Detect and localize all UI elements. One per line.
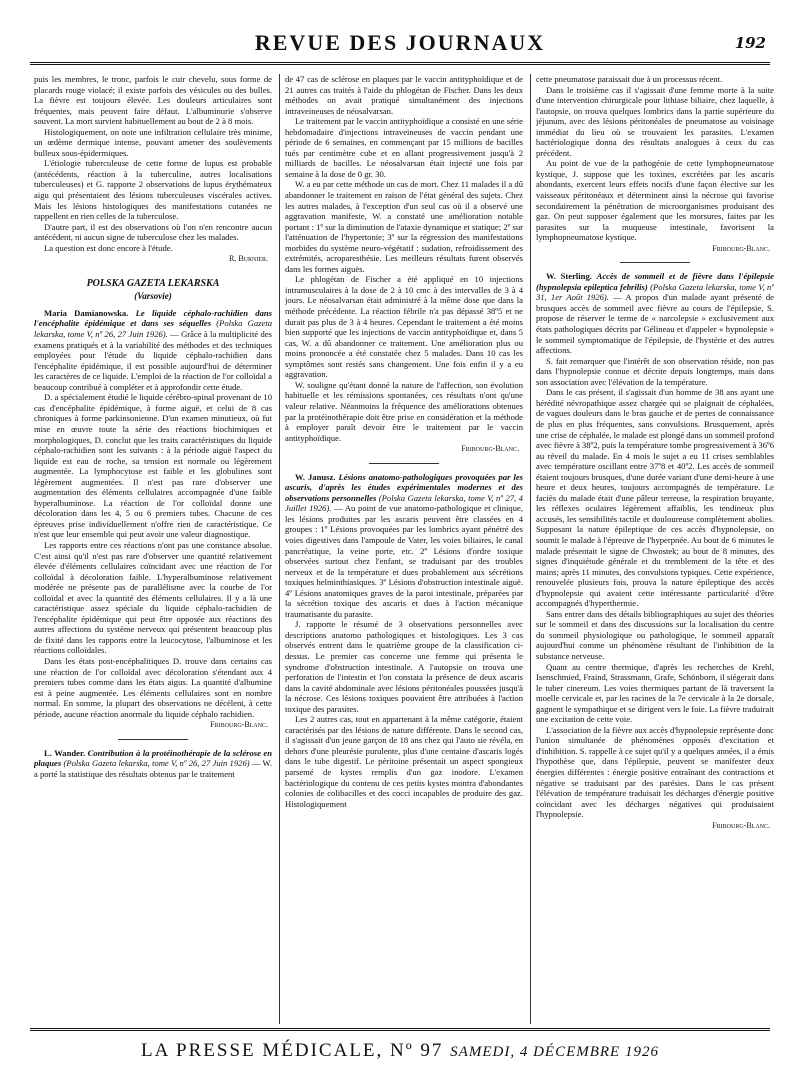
article-author: W. Janusz. bbox=[295, 471, 336, 482]
article-author: Maria Damianowska. bbox=[44, 307, 129, 318]
paragraph: Les rapports entre ces réactions n'ont pas une constance absolue. C'est ainsi qu'il n'est pas rare d'observer une quantité relativement élevée d'éléments cellulaires coïncidant avec une réaction de l'or colloïdal à décoloration faible. L'hyperalbuminose relativement modérée ne présente pas de parallélisme avec la courbe de l'or colloïdal et avec la quantité des éléments cellulaires. Il y a là une caractéristique assez spéciale du liquide céphalo-rachidien de l'encéphalite épidémique qui peut être opposée aux réactions des autres affections du système nerveux qui présentent beaucoup plus de fixité dans les rapports entre la leucocytose, l'albuminose et les réactions colloïdales. bbox=[34, 539, 272, 656]
paragraph: cette pneumatose paraissait due à un processus récent. bbox=[536, 74, 723, 84]
paragraph: Sans entrer dans des détails bibliographiques au sujet des théories sur le sommeil et dans des discussions sur la localisation du centre du sommeil physiologique ou pathologique, le sommeil apparaît aujourd'hui comme un phénomène résultant de l'inhibition de la substance nerveuse. bbox=[536, 608, 774, 661]
section-city: (Varsovie) bbox=[134, 291, 172, 302]
article-reference: (Polska Gazeta lekarska, tome V, nº 26, 27 Juin 1926) bbox=[63, 758, 250, 769]
paragraph: J. rapporte le résumé de 3 observations personnelles avec descriptions anatomo pathologiques et histologiques. Les 3 cas observés entrent dans le quatrième groupe de la classification ci-dessus. Le premier cas concerne une femme qui présenta le syndrome d'obstruction intestinale. A l'autopsie on trouva une perforation de l'intestin et l'on constata la présence de deux ascaris dans la cavité abdominale avec lésions péritonéales poussées jusqu'à la nécrose. Ces lésions toxiques pouvaient être attribuées à l'action toxique des parasites. bbox=[285, 619, 523, 714]
paragraph: Histologiquement, on note une infiltration cellulaire très minime, un œdème dermique intense, pouvant amener des soulèvements bulleux sous-épidermiques. bbox=[34, 126, 272, 158]
article-separator bbox=[369, 463, 439, 464]
signature: Fribourg-Blanc. bbox=[461, 444, 519, 454]
page-footer bbox=[30, 1028, 770, 1068]
article-body: — W. a porté la statistique des résultats obtenus par le traitement bbox=[34, 758, 272, 779]
article-columns bbox=[34, 74, 774, 1024]
paragraph: Au point de vue de la pathogénie de cette lymphopneumatose kystique, J. suppose que les toxines, excrétées par les ascaris abondants, exercent leurs effets nocifs d'une façon élective sur les vaisseaux péritonéaux et déterminent ainsi la nécrose qui favorise secondairement la pénétration de microorganismes produisant des gaz. On peut supposer également que les morsures, faites par les parasites sur la muqueuse intestinale, favorisent la lymphopneumatose kystique. bbox=[536, 158, 774, 243]
paragraph: Quant au centre thermique, d'après les recherches de Krehl, Isenschmied, Fraind, Strassmann, Grafe, Schönborn, il siégerait dans le tuber cinereum. Les voies thermiques partant de là traversent la moelle cervicale et, par les racines de la 7e cervicale à la 2e dorsale, gagnent le sympathique et se dirigent vers le foie. La fièvre traduirait une excitation de cette voie. bbox=[536, 661, 774, 725]
paragraph: L'étiologie tuberculeuse de cette forme de lupus est probable (antécédents, réaction à la tuberculine, autres localisations tuberculeuses) et G. rapporte 2 observations de lupus érythémateux aigu qui présentaient des lésions tuberculeuses viscérales actives. Mais les lésions histologiques des manifestations cutanées ne rappellent en rien celles de la tuberculose. bbox=[34, 158, 272, 222]
footer-rule bbox=[30, 1028, 770, 1031]
article-separator bbox=[620, 262, 690, 263]
paragraph: D'autre part, il est des observations où l'on n'en rencontre aucun antécédent, ni aucun signe de tuberculose chez les malades. bbox=[34, 221, 272, 243]
article-reference: (Polska Gazeta lekarska, tome V, nº 27, 4 Juillet 1926). bbox=[285, 492, 523, 514]
paragraph: de 47 cas de sclérose en plaques par le vaccin antityphoïdique et de 21 autres cas traités à l'aide du phlogétan de Fischer. Dans les deux méthodes on avait pratiqué simultanément des injections intraveineuses de néosalvarsan. bbox=[285, 74, 523, 116]
article-abstract bbox=[34, 308, 272, 392]
article-reference: (Polska Gazeta lekarska, tome V, nº 26, 27 Juin 1926). bbox=[34, 318, 272, 340]
paragraph: W. souligne qu'étant donné la nature de l'affection, son évolution habituelle et les rémissions spontanées, ces résultats n'ont qu'une valeur relative. Néanmoins la fréquence des améliorations obtenues par la protéinothérapie doit être prise en considération et la méthode à employer paraît devoir être le traitement par le vaccin antityphoïdique. bbox=[285, 379, 523, 443]
article-title: Accès de sommeil et de fièvre dans l'épilepsie (hypnolepsia epileptica febrilis) bbox=[536, 271, 774, 292]
issue-number: Nº 97 bbox=[390, 1040, 444, 1061]
column-divider bbox=[530, 74, 531, 1024]
page-header bbox=[30, 14, 770, 56]
header-rule bbox=[30, 62, 770, 65]
paragraph: Les 2 autres cas, tout en appartenant à la même catégorie, étaient caractérisés par des lésions de nature différente. Dans le second cas, il s'agissait d'un jeune garçon de 18 ans chez qui l'auto sie révéla, en dehors d'une pleurésie purulente, plus d'une centaine d'ascaris logés dans le tube digestif. Le péritoine présentait un aspect spongieux parsemé de kystes remplis d'un gaz inodore. L'examen bactériologique du contenu de ces petits kystes montra d'abondantes colonies de colibacilles et des cocci incapables de produire des gaz. Histologiquement bbox=[285, 714, 523, 809]
article-body: — Grâce à la multiplicité des examens pratiqués et à la variabilité des méthodes et des techniques employées pour l'étude du liquide céphalo-rachidien dans l'encéphalite épidémique, il est possible aujourd'hui de déterminer les caractères de ce liquide. L'emploi de la réaction de l'or colloïdal a beaucoup contribué à compléter et à approfondir cette étude. bbox=[34, 329, 272, 392]
paragraph: W. a eu par cette méthode un cas de mort. Chez 11 malades il a dû abandonner le traitement en raison de l'état général des sujets. Chez les autres malades, à l'exception d'un seul cas où il a observé une aggravation manifeste, W. a constaté une amélioration notable portant : 1º sur la diminution de l'ataxie dynamique et statique; 2º sur l'atténuation de l'hypertonie; 3º sur la régression des manifestations morbides du système neuro-végétatif : sudation, refroidissement des extrémités, acroparesthésie. Les meilleurs résultats furent observés dans les formes aiguës. bbox=[285, 179, 523, 274]
article-title: Le liquide céphalo-rachidien dans l'encéphalite épidémique et dans ses séquelles bbox=[34, 307, 272, 329]
paragraph: D. a spécialement étudié le liquide cérébro-spinal provenant de 10 cas d'encéphalite épidémique, à forme aiguë, et celui de 8 cas chroniques à forme parkinsonienne. D'un examen minutieux, où fut mise en œuvre toute la série des réactions biochimiques et morphologiques, D. conclut que les traits caractéristiques du liquide céphalo-rachidien sont les suivants : à la période aiguë l'aspect du liquide est eau de roche, sa tension est normale ou légèrement augmentée. La lymphocytose est faible et les globulines sont légèrement augmentées. Il n'est pas rare d'observer une augmentation des éléments cellulaires accompagnée d'une faible hyperalbuminose. La réaction de l'or colloïdal donne une décoloration dans les 4, 5 ou 6 premiers tubes. Chacune de ces épreuves prise individuellement n'offre rien de caractéristique. Ce n'est que leur ensemble qui peut avoir une valeur diagnostique. bbox=[34, 392, 272, 540]
issue-date: SAMEDI, 4 DÉCEMBRE 1926 bbox=[450, 1044, 659, 1060]
article-reference: (Polska Gazeta lekarska, tome V, nº 31, 1er Août 1926). bbox=[536, 281, 774, 303]
column-divider bbox=[279, 74, 280, 1024]
article-body: — A propos d'un malade ayant présenté de brusques accès de sommeil avec fièvre au cours de l'épilepsie, S. propose de réserver le terme de « narcolepsie » exclusivement aux états pathologiques décrits par Gélineau et d'appeler « hypnolepsie » le sommeil symptomatique de l'épilepsie, de l'hystérie et des autres affections. bbox=[536, 292, 774, 356]
paragraph: S. fait remarquer que l'intérêt de son observation réside, non pas dans l'hypnolepsie connue et décrite depuis longtemps, mais dans son association avec l'élévation de la température. bbox=[536, 355, 774, 387]
signature: Fribourg-Blanc. bbox=[712, 243, 770, 253]
article-abstract bbox=[34, 748, 272, 780]
paragraph: Dans les états post-encéphalitiques D. trouve dans certains cas une réaction de l'or colloïdal avec décoloration s'étendant aux 4 premiers tubes comme dans les états aigus. La quantité d'albumine est à peine augmentée. Les éléments cellulaires sont en nombre normal. En somme, la plupart des observations ne décèlent, à cette période, aucune réaction anormale du liquide céphalo rachidien. bbox=[34, 655, 272, 719]
column-3 bbox=[536, 74, 774, 1024]
page-number: 192 bbox=[734, 34, 766, 52]
paragraph: Le phlogétan de Fischer a été appliqué en 10 injections intramusculaires à la dose de 2 à 10 cmc à des intervalles de 3 à 4 jours. Le néosalvarsan était administré à la même dose que dans la méthode précédente. La réaction fébrile n'a pas dépassé 38º5 et ne durait pas plus de 3 à 4 heures. Cependant le traitement a été moins bien supporté que les injections de vaccin antityphoïdique et, dans 5 cas, W. a dû abandonner ce traitement. Une amélioration plus ou moins prononcée a été constatée chez 5 malades. Dans 10 cas les symptômes sont restés sans changement. Une fois enfin il y a eu aggravation. bbox=[285, 274, 523, 380]
article-author: W. Sterling. bbox=[546, 271, 592, 282]
column-2 bbox=[285, 74, 523, 1024]
signature: Fribourg-Blanc. bbox=[712, 820, 770, 830]
footer-line bbox=[30, 1040, 770, 1062]
running-title: REVUE DES JOURNAUX bbox=[254, 30, 546, 55]
paragraph: Dans le troisième cas il s'agissait d'une femme morte à la suite d'une intervention chirurgicale pour lithiase biliaire, chez laquelle, à l'autopsie, on trouva quelques lombrics dans la partie supérieure du jéjunum, avec des lésions péritonéales de pneumatose au voisinage immédiat du lieu où se trouvaient les parasites. L'examen bactériologique donna des résultats analogues à ceux du cas précédent. bbox=[536, 84, 774, 158]
section-heading: POLSKA GAZETA LEKARSKA bbox=[86, 277, 220, 289]
article-author: L. Wander. bbox=[44, 747, 86, 758]
article-abstract bbox=[285, 472, 523, 620]
article-title: Lésions anatomo-pathologiques provoquées par les ascaris, d'après les études expérimentales modernes et des observations personnelles bbox=[285, 471, 523, 503]
signature: R. Burnier. bbox=[228, 254, 268, 264]
paragraph: Le traitement par le vaccin antityphoïdique a consisté en une série hebdomadaire d'injections intraveineuses de vaccin pendant une période de 6 semaines, en commençant par 15 millions de bacilles tués par centimètre cube et en allant progressivement jusqu'à 2 milliards de bacilles. Le néosalvarsan était injecté une fois par semaine à la dose de 0 gr. 30. bbox=[285, 116, 523, 179]
journal-name: LA PRESSE MÉDICALE, bbox=[141, 1040, 384, 1061]
article-abstract bbox=[536, 271, 774, 355]
paragraph: puis les membres, le tronc, parfois le cuir chevelu, sous forme de placards rouge violacé; il existe parfois des vésicules ou des bulles. La fièvre est toujours élevée. Les douleurs articulaires sont fréquentes, mais peuvent faire défaut. L'albuminurie s'observe souvent. La mort survient habituellement au bout de 2 à 8 mois. bbox=[34, 74, 272, 127]
paragraph: L'association de la fièvre aux accès d'hypnolepsie représente donc l'union simultanée de phénomènes opposés d'excitation et d'inhibition. S. rappelle à ce sujet qu'il y a quelques années, il a émis l'hypothèse que, dans l'épilepsie, peuvent se manifester deux énergies différentes : énergie positive entraînant des contractions et négative se traduisant par des parésies. Dans le cas présent l'élévation de température traduisait les décharges d'énergie positive coïncidant avec les décharges négatives qui produisaient l'hypnolepsie. bbox=[536, 724, 774, 820]
article-body: — Au point de vue anatomo-pathologique et clinique, les lésions produites par les ascaris peuvent être classées en 4 groupes : 1º Lésions provoquées par les lombrics ayant pénétré des voies digestives dans l'ampoule de Vater, les voies biliaires, le canal pancréatique, la veine porte, etc. 2º Lésions d'ordre toxique observées surtout chez l'enfant, se traduisant par des troubles nerveux et de la température et dues probablement aux sécrétions toxiques helminthiasiques. 3º Lésions d'obstruction intestinale aiguë. 4º Lésions anatomiques graves de la paroi intestinale, préparées par la sécrétion toxique des ascaris et dues à l'action mécanique traumatisante du parasite. bbox=[285, 503, 523, 619]
paragraph: Dans le cas présent, il s'agissait d'un homme de 38 ans ayant une hérédité névropathique assez chargée qui se plaignait de céphalées, de vagues douleurs dans le bras gauche et de pertes de connaissance de plus en plus fréquentes, sans convulsions. Brusquement, après une crise de céphalée, le malade est plongé dans un sommeil profond avec fièvre à 38º2, puis la température tombe progressivement à 36º6 au réveil du malade. En 4 mois le sujet a eu 11 crises semblables avec température oscillant entre 37º8 et 40º2. Les accès de sommeil étaient toujours brusques, d'une durée variant d'une demi-heure à une heure et deux heures, toujours accompagnés de température. Le faciès du malade était d'une pâleur terreuse, la respiration bruyante, les réflexes oculaires légèrement affaiblis, les tendineux plus accusés, les sensibilités tactile et douloureuse complètement abolies. Supposant la nature épileptique de ces accès d'hypnolepsie, on soumit le malade à l'épreuve de l'hyperpnée. Au bout de 6 minutes le malade présentait le signe de Chwostek; au bout de 8 minutes, des signes d'inquiétude générale et du tremblement de la tête et des mains; après 11 minutes, des convulsions typiques. Cette expérience, renouvelée plusieurs fois, prouva la nature épileptique des accès d'hypnolepsie qui avaient cette intéressante particularité d'être accompagnés d'hyperthermie. bbox=[536, 387, 774, 609]
paragraph: La question est donc encore à l'étude. bbox=[44, 242, 173, 253]
article-separator bbox=[118, 739, 188, 740]
signature: Fribourg-Blanc. bbox=[210, 720, 268, 730]
column-1 bbox=[34, 74, 272, 1024]
article-title: Contribution à la protéinothérapie de la sclérose en plaques bbox=[34, 747, 272, 769]
